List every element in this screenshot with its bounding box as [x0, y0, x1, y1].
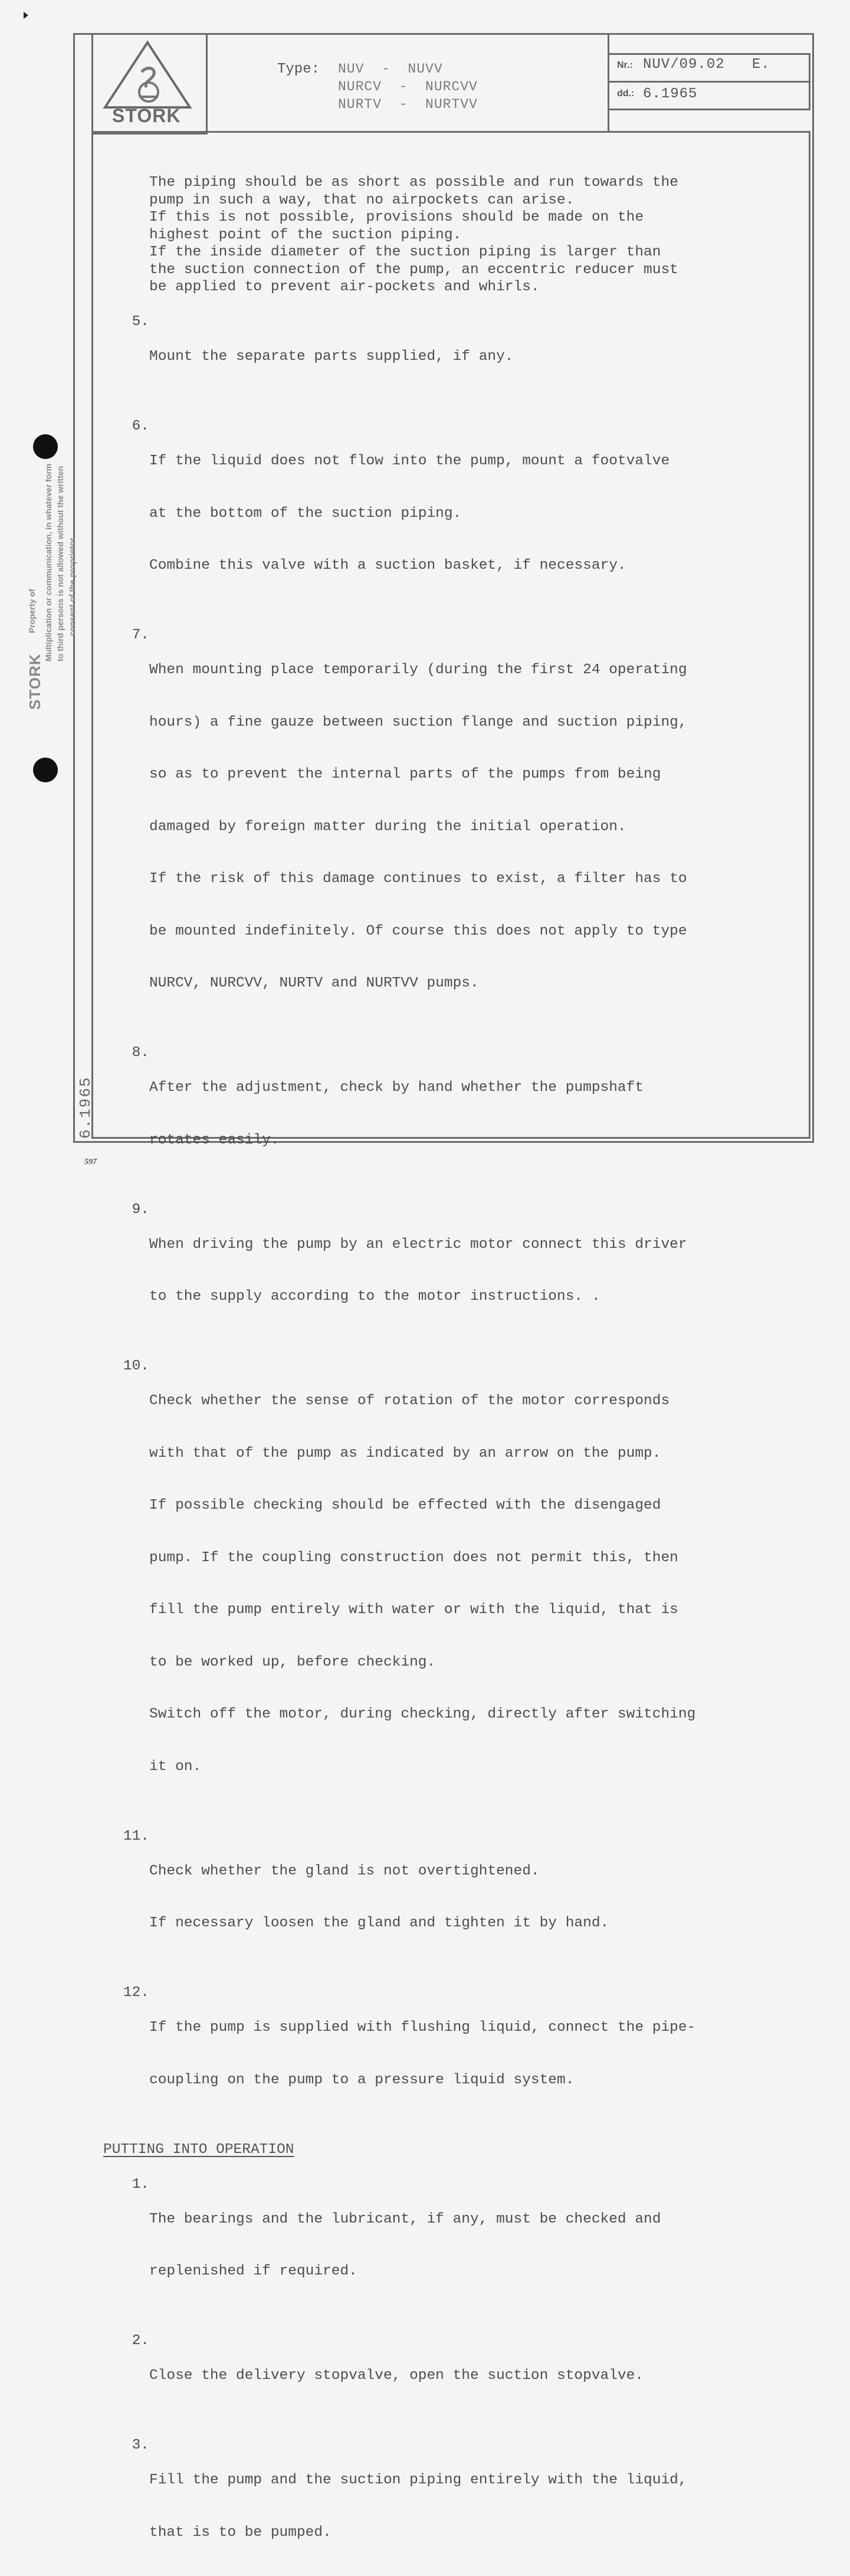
nr-label: Nr.:	[617, 60, 633, 70]
item-number: 10.	[123, 1358, 149, 1374]
text-line: The piping should be as short as possible and run towards the	[149, 175, 678, 191]
list-item	[103, 313, 805, 401]
text-line: NURCV, NURCVV, NURTV and NURTVV pumps.	[149, 975, 479, 991]
item-number: 5.	[132, 314, 149, 330]
item-number: 7.	[132, 627, 149, 643]
text-line: with that of the pump as indicated by an arrow on the pump.	[149, 1445, 661, 1461]
side-date: 6.1965	[77, 1076, 94, 1139]
text-line: pump. If the coupling construction does not permit this, then	[149, 1549, 678, 1566]
text-line: the suction connection of the pump, an eccentric reducer must	[149, 261, 678, 278]
corner-mark-icon	[24, 12, 28, 19]
type-row: NUV - NUVV	[338, 61, 443, 77]
list-item	[103, 1044, 805, 1184]
text-line: When driving the pump by an electric motor connect this driver	[149, 1236, 687, 1253]
text-line: coupling on the pump to a pressure liquid system.	[149, 2072, 575, 2088]
item-number: 6.	[132, 418, 149, 434]
punch-hole	[33, 758, 58, 782]
list-item	[103, 2332, 805, 2420]
text-line: Mount the separate parts supplied, if any.	[149, 349, 514, 365]
intro-paragraph	[103, 174, 805, 296]
list-item	[103, 2176, 805, 2315]
section-heading: PUTTING INTO OPERATION	[103, 2141, 294, 2158]
item-number: 1.	[132, 2176, 149, 2192]
property-line-3: consent of the proprietor	[67, 538, 77, 636]
item-number: 3.	[132, 2437, 149, 2453]
text-line: replenished if required.	[149, 2263, 357, 2279]
list-item	[103, 2437, 805, 2576]
text-line: so as to prevent the internal parts of the pumps from being	[149, 766, 661, 782]
dd-value: 6.1965	[643, 86, 698, 102]
text-line: Switch off the motor, during checking, directly after switching	[149, 1706, 696, 1722]
list-item	[103, 1828, 805, 1967]
text-line: pump in such a way, that no airpockets can arise.	[149, 192, 575, 208]
dd-label: dd.:	[617, 89, 635, 99]
property-line-1: Multiplication or communication, in whatever form	[44, 463, 53, 661]
text-line: The bearings and the lubricant, if any, must be checked and	[149, 2211, 661, 2227]
footer-code: 597	[84, 1158, 97, 1166]
text-line: damaged by foreign matter during the initial operation.	[149, 818, 626, 835]
text-line: hours) a fine gauze between suction flange and suction piping,	[149, 714, 687, 730]
text-line: Check whether the sense of rotation of the motor corresponds	[149, 1393, 670, 1409]
text-line: If the inside diameter of the suction piping is larger than	[149, 244, 661, 260]
text-line: highest point of the suction piping.	[149, 227, 462, 243]
text-line: it on.	[149, 1758, 202, 1775]
text-line: If possible checking should be effected with the disengaged	[149, 1497, 661, 1513]
nr-value: NUV/09.02 E.	[643, 57, 770, 73]
property-of-text: Property of	[27, 589, 37, 633]
text-line: Check whether the gland is not overtightened.	[149, 1863, 540, 1879]
type-row: NURTV - NURTVV	[338, 97, 478, 112]
text-line: be mounted indefinitely. Of course this does not apply to type	[149, 923, 687, 939]
instructions-body	[103, 174, 805, 2576]
item-number: 8.	[132, 1045, 149, 1061]
text-line: to the supply according to the motor instructions. .	[149, 1289, 600, 1305]
text-line: If the risk of this damage continues to exist, a filter has to	[149, 871, 687, 887]
item-number: 11.	[123, 1828, 149, 1844]
text-line: Combine this valve with a suction basket, if necessary.	[149, 558, 626, 573]
text-line: If necessary loosen the gland and tighten it by hand.	[149, 1915, 609, 1931]
text-line: at the bottom of the suction piping.	[149, 505, 462, 522]
list-item	[103, 1358, 805, 1810]
text-line: to be worked up, before checking.	[149, 1654, 436, 1670]
property-line-2: to third persons is not allowed without the written	[55, 466, 65, 661]
text-line: When mounting place temporarily (during the first 24 operating	[149, 662, 687, 678]
text-line: fill the pump entirely with water or with the liquid, that is	[149, 1602, 678, 1618]
text-line: If this is not possible, provisions should be made on the	[149, 209, 644, 225]
logo-text: STORK	[112, 105, 181, 126]
type-label: Type:	[277, 61, 320, 77]
list-item	[103, 418, 805, 609]
text-line: be applied to prevent air-pockets and whirls.	[149, 279, 540, 295]
text-line: If the pump is supplied with flushing liquid, connect the pipe-	[149, 2020, 696, 2036]
list-item	[103, 1984, 805, 2123]
text-line: rotates easily.	[149, 1132, 280, 1148]
item-number: 2.	[132, 2333, 149, 2349]
list-item	[103, 627, 805, 1027]
type-row: NURCV - NURCVV	[338, 79, 478, 94]
punch-hole	[33, 434, 58, 459]
text-line: If the liquid does not flow into the pump, mount a footvalve	[149, 453, 670, 469]
item-number: 9.	[132, 1201, 149, 1218]
item-number: 12.	[123, 1985, 149, 2001]
text-line: that is to be pumped.	[149, 2524, 332, 2541]
dd-box	[608, 81, 810, 110]
text-line: Fill the pump and the suction piping entirely with the liquid,	[149, 2472, 687, 2488]
side-date-divider	[73, 1044, 75, 1139]
text-line: After the adjustment, check by hand whether the pumpshaft	[149, 1080, 644, 1096]
list-item	[103, 1201, 805, 1341]
text-line: Close the delivery stopvalve, open the suction stopvalve.	[149, 2368, 644, 2384]
property-brand-text: STORK	[26, 653, 44, 710]
